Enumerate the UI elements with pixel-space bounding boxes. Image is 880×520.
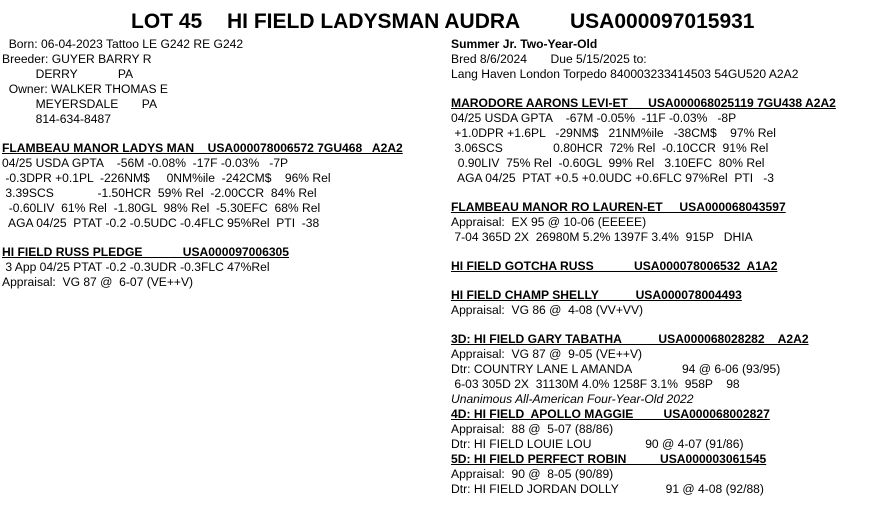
sire-line: AGA 04/25 PTAT -0.2 -0.5UDC -0.4FLC 95%Rel PTI -38 (2, 216, 320, 230)
sire-of-dam-line: 0.90LIV 75% Rel -0.60GL 99% Rel 3.10EFC 80% Rel (451, 156, 765, 170)
breeder-line: Breeder: GUYER BARRY R (2, 52, 152, 66)
third-dam-line: Appraisal: VG 87 @ 9-05 (VE++V) (451, 347, 643, 361)
sire-of-dam-line: AGA 04/25 PTAT +0.5 +0.0UDC +0.6FLC 97%Rel PTI -3 (451, 171, 774, 185)
fourth-dam-header: 4D: HI FIELD APOLLO MAGGIE USA000068002827 (451, 407, 770, 421)
owner-line: Owner: WALKER THOMAS E (2, 82, 168, 96)
gotcha-header: HI FIELD GOTCHA RUSS USA000078006532 A1A2 (451, 259, 778, 273)
shelly-line: Appraisal: VG 86 @ 4-08 (VV+VV) (451, 303, 644, 317)
sire-of-dam-line: +1.0DPR +1.6PL -29NM$ 21NM%ile -38CM$ 97% Rel (451, 126, 776, 140)
sire-of-dam-header: MARODORE AARONS LEVI-ET USA000068025119 7GU438 A2A2 (451, 96, 836, 110)
third-dam-header: 3D: HI FIELD GARY TABATHA USA000068028282 A2A2 (451, 332, 809, 346)
bred-line: Bred 8/6/2024 Due 5/15/2025 to: (451, 52, 647, 66)
owner-location: MEYERSDALE PA (2, 97, 158, 111)
dam-line: Appraisal: VG 87 @ 6-07 (VE++V) (2, 275, 194, 289)
sire-of-dam-line: 04/25 USDA GPTA -67M -0.05% -11F -0.03% -8P (451, 111, 737, 125)
lot-number: LOT 45 (131, 10, 203, 33)
granddam-line: Appraisal: EX 95 @ 10-06 (EEEEE) (451, 215, 647, 229)
dam-line: 3 App 04/25 PTAT -0.2 -0.3UDR -0.3FLC 47%Rel (2, 260, 270, 274)
granddam-header: FLAMBEAU MANOR RO LAUREN-ET USA000068043597 (451, 200, 786, 214)
sire-line: -0.60LIV 61% Rel -1.80GL 98% Rel -5.30EFC 68% Rel (2, 201, 321, 215)
third-dam-line: Dtr: COUNTRY LANE L AMANDA 94 @ 6-06 (93/95) (451, 362, 781, 376)
left-column (2, 37, 440, 290)
shelly-header: HI FIELD CHAMP SHELLY USA000078004493 (451, 288, 742, 302)
breeder-location: DERRY PA (2, 67, 134, 81)
sire-header: FLAMBEAU MANOR LADYS MAN USA000078006572 7GU468 A2A2 (2, 141, 403, 155)
fourth-dam-line: Dtr: HI FIELD LOUIE LOU 90 @ 4-07 (91/86) (451, 437, 744, 451)
service-sire-line: Lang Haven London Torpedo 840003233414503 54GU520 A2A2 (451, 67, 799, 81)
lot-title-bar (0, 10, 880, 38)
fifth-dam-line: Appraisal: 90 @ 8-05 (90/89) (451, 467, 614, 481)
sire-line: -0.3DPR +0.1PL -226NM$ 0NM%ile -242CM$ 96% Rel (2, 171, 331, 185)
sire-line: 3.39SCS -1.50HCR 59% Rel -2.00CCR 84% Rel (2, 186, 317, 200)
fifth-dam-line: Dtr: HI FIELD JORDAN DOLLY 91 @ 4-08 (92/88) (451, 482, 764, 496)
owner-phone: 814-634-8487 (2, 112, 111, 126)
honor-line: Unanimous All-American Four-Year-Old 2022 (451, 392, 694, 406)
sire-of-dam-line: 3.06SCS 0.80HCR 72% Rel -0.10CCR 91% Rel (451, 141, 769, 155)
class-label: Summer Jr. Two-Year-Old (451, 37, 598, 51)
granddam-line: 7-04 365D 2X 26980M 5.2% 1397F 3.4% 915P DHIA (451, 230, 753, 244)
fifth-dam-header: 5D: HI FIELD PERFECT ROBIN USA000003061545 (451, 452, 767, 466)
third-dam-line: 6-03 305D 2X 31130M 4.0% 1258F 3.1% 958P 98 (451, 377, 740, 391)
fourth-dam-line: Appraisal: 88 @ 5-07 (88/86) (451, 422, 614, 436)
right-column (451, 37, 877, 497)
sire-line: 04/25 USDA GPTA -56M -0.08% -17F -0.03% -7P (2, 156, 289, 170)
animal-name: HI FIELD LADYSMAN AUDRA (227, 10, 521, 33)
dam-header: HI FIELD RUSS PLEDGE USA000097006305 (2, 245, 290, 259)
born-line: Born: 06-04-2023 Tattoo LE G242 RE G242 (2, 37, 244, 51)
registration-number: USA000097015931 (570, 10, 755, 33)
